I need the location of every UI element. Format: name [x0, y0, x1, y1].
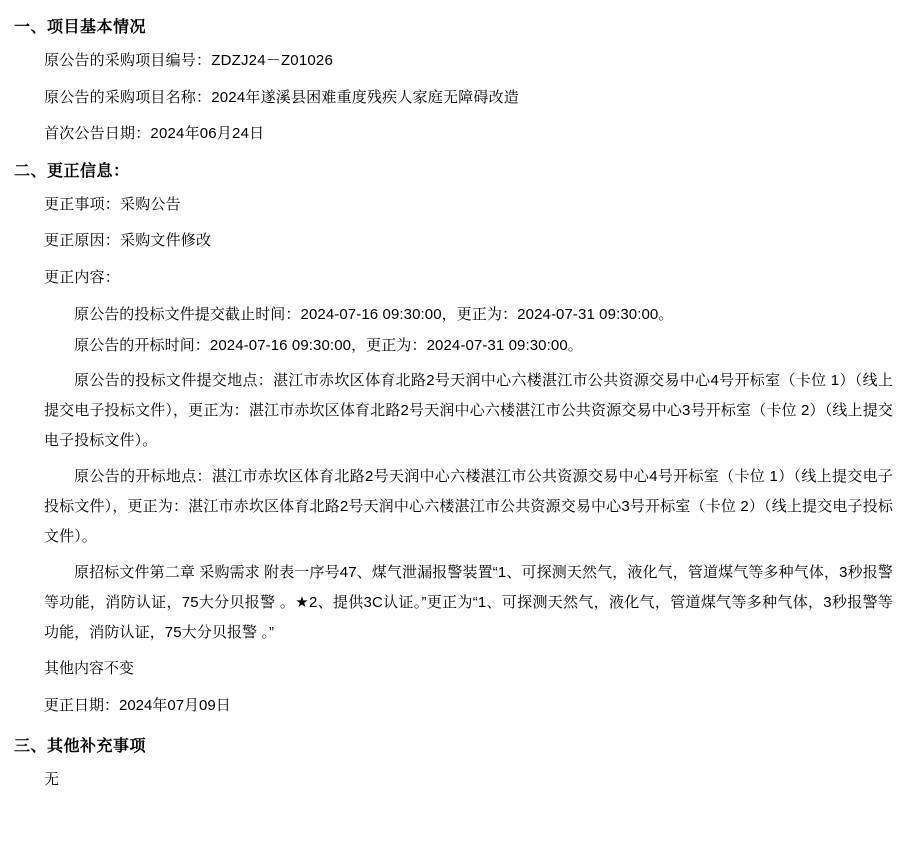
correction-paragraph-opening-place: 原公告的开标地点：湛江市赤坎区体育北路2号天润中心六楼湛江市公共资源交易中心4号开标室（卡位 1）（线上提交电子投标文件），更正为：湛江市赤坎区体育北路2号天润中心六楼湛江市公共资源交易中心3号开标室（卡位 2）（线上提交电子投标文件）。: [44, 468, 893, 545]
section-body-3: [14, 769, 893, 792]
section-body-2: [14, 194, 893, 718]
first-announcement-date-line: 首次公告日期：2024年06月24日: [44, 125, 265, 142]
correction-paragraph-submission-place: 原公告的投标文件提交地点：湛江市赤坎区体育北路2号天润中心六楼湛江市公共资源交易中心4号开标室（卡位 1）（线上提交电子投标文件），更正为：湛江市赤坎区体育北路2号天润中心六楼湛江市公共资源交易中心3号开标室（卡位 2）（线上提交电子投标文件）。: [44, 372, 893, 449]
section-heading-2: [14, 160, 893, 184]
other-matters-value: 无: [44, 771, 60, 788]
other-content-unchanged-line: 其他内容不变: [44, 660, 135, 677]
project-number-line: 原公告的采购项目编号：ZDZJ24－Z01026: [44, 52, 334, 69]
section-number-2: 二、: [14, 162, 48, 180]
project-name-line: 原公告的采购项目名称：2024年遂溪县困难重度残疾人家庭无障碍改造: [44, 88, 519, 106]
correction-paragraph-bid-opening-time: 原公告的开标时间：2024-07-16 09:30:00，更正为：2024-07-31 09:30:00。: [74, 336, 583, 354]
section-title-3: 其他补充事项: [47, 738, 147, 755]
correction-item-line: 更正事项：采购公告: [44, 195, 181, 213]
correction-paragraph-deadline: 原公告的投标文件提交截止时间：2024-07-16 09:30:00，更正为：2024-07-31 09:30:00。: [74, 306, 674, 323]
correction-content-label: 更正内容：: [44, 268, 121, 286]
section-title-2: 更正信息：: [47, 162, 130, 180]
section-number-3: 三、: [14, 738, 48, 755]
correction-paragraph-gas-alarm: 原招标文件第二章 采购需求 附表一序号47、煤气泄漏报警装置“1、可探测天然气，液化气，管道煤气等多种气体，3秒报警等功能，消防认证，75大分贝报警 。★2、提供3C认证。”更正为“1、可探测天然气，液化气，管道煤气等多种气体，3秒报警等功能，消防认证，75大分贝报警 。”: [44, 564, 893, 641]
section-heading-3: [14, 735, 893, 759]
section-body-1: [14, 50, 893, 146]
correction-date-line: 更正日期：2024年07月09日: [44, 696, 231, 714]
section-heading-1: [14, 16, 893, 40]
section-number-1: 一、: [14, 19, 48, 36]
section-title-1: 项目基本情况: [47, 19, 147, 36]
correction-reason-line: 更正原因：采购文件修改: [44, 232, 212, 249]
